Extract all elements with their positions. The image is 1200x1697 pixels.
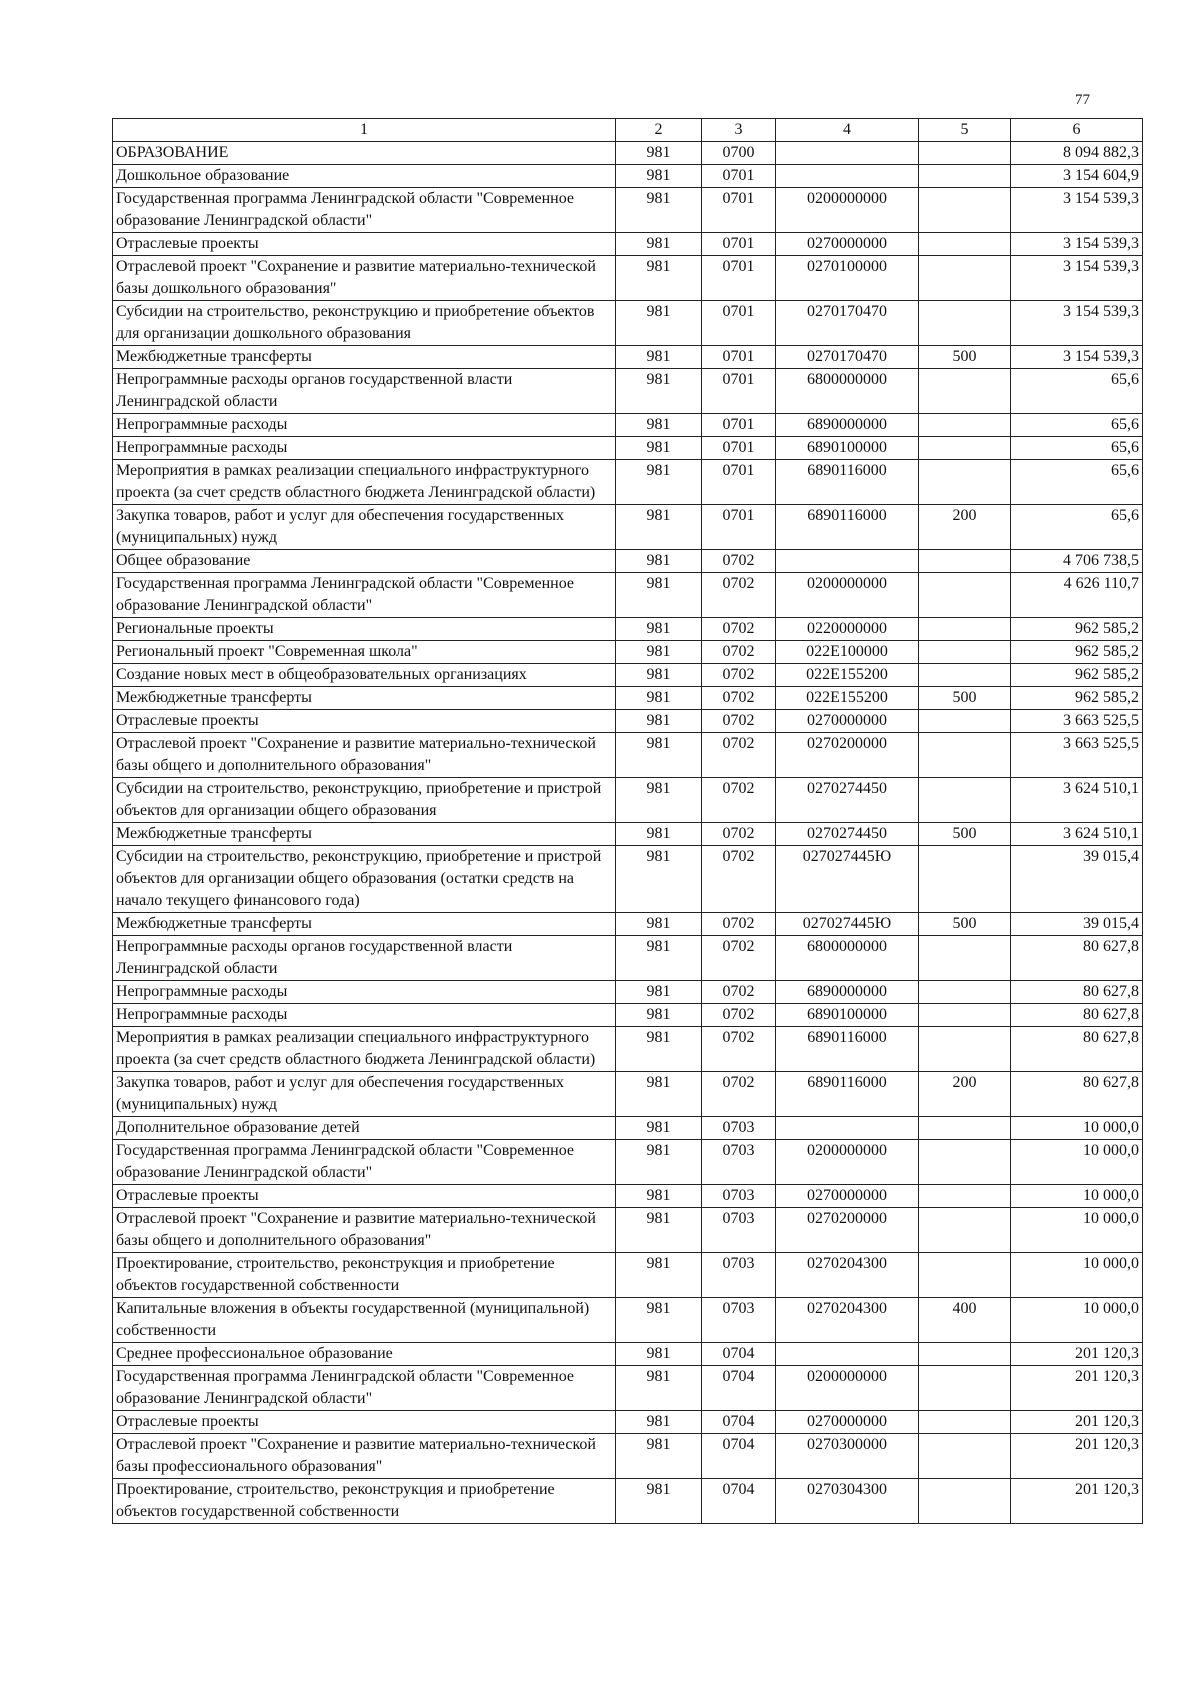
row-amount: 201 120,3 <box>1011 1366 1143 1411</box>
row-amount: 10 000,0 <box>1011 1298 1143 1343</box>
row-name: Проектирование, строительство, реконструкция и приобретение объектов государственной собственности <box>113 1253 616 1298</box>
row-name: Непрограммные расходы <box>113 1004 616 1027</box>
row-amount: 80 627,8 <box>1011 1072 1143 1117</box>
row-amount: 3 154 539,3 <box>1011 301 1143 346</box>
table-row <box>113 142 1143 165</box>
row-grbs-code: 981 <box>616 733 702 778</box>
row-amount: 3 154 604,9 <box>1011 165 1143 188</box>
table-row <box>113 687 1143 710</box>
row-expense-type: 200 <box>919 505 1011 550</box>
row-amount: 4 626 110,7 <box>1011 573 1143 618</box>
row-section-code: 0701 <box>702 188 776 233</box>
row-amount: 8 094 882,3 <box>1011 142 1143 165</box>
row-name: Дошкольное образование <box>113 165 616 188</box>
table-row <box>113 846 1143 913</box>
table-row <box>113 1117 1143 1140</box>
table-row <box>113 641 1143 664</box>
table-row <box>113 505 1143 550</box>
table-row <box>113 664 1143 687</box>
row-section-code: 0702 <box>702 936 776 981</box>
column-header-amount: 6 <box>1011 119 1143 142</box>
page-number: 77 <box>1075 92 1090 108</box>
row-amount: 80 627,8 <box>1011 981 1143 1004</box>
row-expense-type <box>919 369 1011 414</box>
row-section-code: 0701 <box>702 165 776 188</box>
row-grbs-code: 981 <box>616 664 702 687</box>
row-section-code: 0701 <box>702 301 776 346</box>
row-section-code: 0701 <box>702 369 776 414</box>
row-section-code: 0702 <box>702 823 776 846</box>
column-header-grbs: 2 <box>616 119 702 142</box>
row-target-code: 022E100000 <box>776 641 919 664</box>
row-expense-type <box>919 1253 1011 1298</box>
row-amount: 65,6 <box>1011 369 1143 414</box>
row-expense-type <box>919 618 1011 641</box>
row-grbs-code: 981 <box>616 1343 702 1366</box>
row-name: Региональный проект "Современная школа" <box>113 641 616 664</box>
row-grbs-code: 981 <box>616 1411 702 1434</box>
row-amount: 10 000,0 <box>1011 1253 1143 1298</box>
row-grbs-code: 981 <box>616 981 702 1004</box>
row-amount: 80 627,8 <box>1011 1004 1143 1027</box>
row-section-code: 0704 <box>702 1479 776 1524</box>
row-grbs-code: 981 <box>616 346 702 369</box>
table-row <box>113 414 1143 437</box>
row-grbs-code: 981 <box>616 505 702 550</box>
row-target-code: 0270274450 <box>776 823 919 846</box>
row-target-code: 6890116000 <box>776 1072 919 1117</box>
row-name: Субсидии на строительство, реконструкцию, приобретение и пристрой объектов для организации общего образования <box>113 778 616 823</box>
row-grbs-code: 981 <box>616 618 702 641</box>
row-expense-type <box>919 641 1011 664</box>
row-expense-type <box>919 1140 1011 1185</box>
row-amount: 201 120,3 <box>1011 1411 1143 1434</box>
row-grbs-code: 981 <box>616 256 702 301</box>
row-name: Непрограммные расходы органов государственной власти Ленинградской области <box>113 369 616 414</box>
row-expense-type: 200 <box>919 1072 1011 1117</box>
row-grbs-code: 981 <box>616 142 702 165</box>
row-section-code: 0701 <box>702 437 776 460</box>
row-grbs-code: 981 <box>616 778 702 823</box>
row-target-code: 0200000000 <box>776 573 919 618</box>
row-expense-type <box>919 1004 1011 1027</box>
row-expense-type <box>919 1411 1011 1434</box>
column-header-section: 3 <box>702 119 776 142</box>
row-name: Государственная программа Ленинградской области "Современное образование Ленинградской области" <box>113 1140 616 1185</box>
row-amount: 65,6 <box>1011 505 1143 550</box>
row-name: Закупка товаров, работ и услуг для обеспечения государственных (муниципальных) нужд <box>113 1072 616 1117</box>
row-expense-type <box>919 142 1011 165</box>
row-expense-type <box>919 664 1011 687</box>
row-amount: 65,6 <box>1011 437 1143 460</box>
row-target-code: 6800000000 <box>776 936 919 981</box>
row-section-code: 0704 <box>702 1434 776 1479</box>
row-target-code: 0270000000 <box>776 233 919 256</box>
row-grbs-code: 981 <box>616 1434 702 1479</box>
row-target-code <box>776 1117 919 1140</box>
table-row <box>113 1027 1143 1072</box>
table-row <box>113 981 1143 1004</box>
row-target-code: 6890100000 <box>776 1004 919 1027</box>
row-amount: 201 120,3 <box>1011 1434 1143 1479</box>
row-name: Создание новых мест в общеобразовательных организациях <box>113 664 616 687</box>
table-row <box>113 1208 1143 1253</box>
row-name: Среднее профессиональное образование <box>113 1343 616 1366</box>
table-row <box>113 1366 1143 1411</box>
table-row <box>113 437 1143 460</box>
row-grbs-code: 981 <box>616 687 702 710</box>
row-target-code: 022E155200 <box>776 664 919 687</box>
row-target-code: 0220000000 <box>776 618 919 641</box>
row-target-code: 0270200000 <box>776 733 919 778</box>
row-name: Непрограммные расходы <box>113 981 616 1004</box>
row-expense-type: 400 <box>919 1298 1011 1343</box>
row-target-code: 0270100000 <box>776 256 919 301</box>
row-amount: 3 663 525,5 <box>1011 733 1143 778</box>
row-expense-type <box>919 460 1011 505</box>
row-expense-type <box>919 778 1011 823</box>
row-name: Отраслевой проект "Сохранение и развитие материально-технической базы дошкольного образования" <box>113 256 616 301</box>
row-section-code: 0700 <box>702 142 776 165</box>
table-row <box>113 913 1143 936</box>
row-name: Межбюджетные трансферты <box>113 913 616 936</box>
row-name: Государственная программа Ленинградской области "Современное образование Ленинградской области" <box>113 573 616 618</box>
table-row <box>113 710 1143 733</box>
table-row <box>113 369 1143 414</box>
row-grbs-code: 981 <box>616 823 702 846</box>
row-section-code: 0702 <box>702 1027 776 1072</box>
row-expense-type <box>919 981 1011 1004</box>
row-expense-type: 500 <box>919 913 1011 936</box>
row-amount: 3 624 510,1 <box>1011 823 1143 846</box>
row-name: Межбюджетные трансферты <box>113 823 616 846</box>
row-name: Непрограммные расходы <box>113 437 616 460</box>
table-row <box>113 936 1143 981</box>
row-grbs-code: 981 <box>616 1004 702 1027</box>
table-row <box>113 1072 1143 1117</box>
row-amount: 10 000,0 <box>1011 1208 1143 1253</box>
row-target-code: 0270170470 <box>776 301 919 346</box>
row-target-code: 0270274450 <box>776 778 919 823</box>
row-amount: 962 585,2 <box>1011 618 1143 641</box>
table-row <box>113 573 1143 618</box>
row-section-code: 0704 <box>702 1411 776 1434</box>
row-amount: 3 154 539,3 <box>1011 188 1143 233</box>
table-row <box>113 778 1143 823</box>
row-grbs-code: 981 <box>616 936 702 981</box>
row-grbs-code: 981 <box>616 1479 702 1524</box>
table-row <box>113 165 1143 188</box>
row-grbs-code: 981 <box>616 710 702 733</box>
row-grbs-code: 981 <box>616 1253 702 1298</box>
row-target-code <box>776 165 919 188</box>
row-target-code: 6890116000 <box>776 460 919 505</box>
row-target-code: 6890116000 <box>776 505 919 550</box>
row-expense-type <box>919 550 1011 573</box>
row-section-code: 0704 <box>702 1343 776 1366</box>
row-grbs-code: 981 <box>616 369 702 414</box>
table-row <box>113 1185 1143 1208</box>
row-target-code: 6890000000 <box>776 414 919 437</box>
row-target-code: 0270300000 <box>776 1434 919 1479</box>
row-section-code: 0703 <box>702 1185 776 1208</box>
table-body <box>113 142 1143 1524</box>
table-row <box>113 460 1143 505</box>
row-expense-type: 500 <box>919 823 1011 846</box>
row-target-code: 0270000000 <box>776 1185 919 1208</box>
row-target-code <box>776 142 919 165</box>
row-section-code: 0703 <box>702 1253 776 1298</box>
row-grbs-code: 981 <box>616 1298 702 1343</box>
column-header-name: 1 <box>113 119 616 142</box>
row-name: Отраслевой проект "Сохранение и развитие материально-технической базы общего и дополнительного образования" <box>113 1208 616 1253</box>
row-grbs-code: 981 <box>616 641 702 664</box>
row-amount: 65,6 <box>1011 414 1143 437</box>
table-row <box>113 233 1143 256</box>
row-expense-type: 500 <box>919 687 1011 710</box>
row-name: Мероприятия в рамках реализации специального инфраструктурного проекта (за счет средств областного бюджета Ленинградской области) <box>113 1027 616 1072</box>
row-target-code: 0200000000 <box>776 188 919 233</box>
row-target-code: 6890000000 <box>776 981 919 1004</box>
row-expense-type <box>919 301 1011 346</box>
row-amount: 80 627,8 <box>1011 936 1143 981</box>
row-section-code: 0701 <box>702 505 776 550</box>
row-amount: 10 000,0 <box>1011 1117 1143 1140</box>
row-name: Субсидии на строительство, реконструкцию, приобретение и пристрой объектов для организации общего образования (остатки средств на начало текущего финансового года) <box>113 846 616 913</box>
row-amount: 80 627,8 <box>1011 1027 1143 1072</box>
table-row <box>113 823 1143 846</box>
row-target-code: 0270000000 <box>776 710 919 733</box>
row-section-code: 0702 <box>702 778 776 823</box>
row-expense-type <box>919 256 1011 301</box>
row-name: Региональные проекты <box>113 618 616 641</box>
row-amount: 65,6 <box>1011 460 1143 505</box>
row-amount: 3 624 510,1 <box>1011 778 1143 823</box>
row-name: Закупка товаров, работ и услуг для обеспечения государственных (муниципальных) нужд <box>113 505 616 550</box>
row-section-code: 0701 <box>702 460 776 505</box>
budget-table <box>112 118 1143 1524</box>
row-section-code: 0704 <box>702 1366 776 1411</box>
row-grbs-code: 981 <box>616 1117 702 1140</box>
row-target-code: 0200000000 <box>776 1366 919 1411</box>
row-name: Отраслевой проект "Сохранение и развитие материально-технической базы общего и дополнительного образования" <box>113 733 616 778</box>
row-name: Отраслевые проекты <box>113 1185 616 1208</box>
header-row <box>113 119 1143 142</box>
row-target-code <box>776 550 919 573</box>
row-expense-type <box>919 1366 1011 1411</box>
row-expense-type <box>919 1434 1011 1479</box>
row-amount: 3 663 525,5 <box>1011 710 1143 733</box>
table-row <box>113 1298 1143 1343</box>
row-expense-type <box>919 233 1011 256</box>
table-row <box>113 1411 1143 1434</box>
row-section-code: 0703 <box>702 1208 776 1253</box>
row-name: Непрограммные расходы <box>113 414 616 437</box>
row-section-code: 0702 <box>702 1004 776 1027</box>
row-amount: 4 706 738,5 <box>1011 550 1143 573</box>
row-section-code: 0702 <box>702 641 776 664</box>
row-section-code: 0702 <box>702 1072 776 1117</box>
row-grbs-code: 981 <box>616 550 702 573</box>
row-target-code: 0270304300 <box>776 1479 919 1524</box>
row-expense-type <box>919 414 1011 437</box>
row-section-code: 0702 <box>702 687 776 710</box>
row-grbs-code: 981 <box>616 1366 702 1411</box>
table-row <box>113 188 1143 233</box>
row-section-code: 0702 <box>702 710 776 733</box>
row-target-code: 6890116000 <box>776 1027 919 1072</box>
row-name: Мероприятия в рамках реализации специального инфраструктурного проекта (за счет средств областного бюджета Ленинградской области) <box>113 460 616 505</box>
row-section-code: 0703 <box>702 1117 776 1140</box>
row-amount: 10 000,0 <box>1011 1185 1143 1208</box>
row-name: Государственная программа Ленинградской области "Современное образование Ленинградской области" <box>113 188 616 233</box>
row-amount: 962 585,2 <box>1011 664 1143 687</box>
row-expense-type <box>919 437 1011 460</box>
row-name: Отраслевые проекты <box>113 233 616 256</box>
row-expense-type <box>919 846 1011 913</box>
table-row <box>113 550 1143 573</box>
row-grbs-code: 981 <box>616 1208 702 1253</box>
row-section-code: 0702 <box>702 846 776 913</box>
row-target-code: 6800000000 <box>776 369 919 414</box>
row-amount: 201 120,3 <box>1011 1479 1143 1524</box>
row-amount: 3 154 539,3 <box>1011 256 1143 301</box>
row-grbs-code: 981 <box>616 460 702 505</box>
row-amount: 3 154 539,3 <box>1011 346 1143 369</box>
row-name: Межбюджетные трансферты <box>113 687 616 710</box>
table-row <box>113 346 1143 369</box>
row-expense-type: 500 <box>919 346 1011 369</box>
row-section-code: 0702 <box>702 733 776 778</box>
row-grbs-code: 981 <box>616 437 702 460</box>
row-grbs-code: 981 <box>616 1140 702 1185</box>
row-section-code: 0703 <box>702 1298 776 1343</box>
table-row <box>113 1479 1143 1524</box>
row-expense-type <box>919 710 1011 733</box>
table-row <box>113 1253 1143 1298</box>
row-expense-type <box>919 573 1011 618</box>
row-amount: 962 585,2 <box>1011 687 1143 710</box>
table-row <box>113 301 1143 346</box>
row-target-code: 0270170470 <box>776 346 919 369</box>
row-name: Общее образование <box>113 550 616 573</box>
row-name: Непрограммные расходы органов государственной власти Ленинградской области <box>113 936 616 981</box>
row-name: Капитальные вложения в объекты государственной (муниципальной) собственности <box>113 1298 616 1343</box>
row-grbs-code: 981 <box>616 165 702 188</box>
row-grbs-code: 981 <box>616 188 702 233</box>
row-amount: 39 015,4 <box>1011 913 1143 936</box>
row-section-code: 0702 <box>702 550 776 573</box>
row-name: Субсидии на строительство, реконструкцию и приобретение объектов для организации дошкольного образования <box>113 301 616 346</box>
row-section-code: 0701 <box>702 256 776 301</box>
row-target-code <box>776 1343 919 1366</box>
row-name: Отраслевые проекты <box>113 1411 616 1434</box>
row-name: Отраслевой проект "Сохранение и развитие материально-технической базы профессионального образования" <box>113 1434 616 1479</box>
row-expense-type <box>919 188 1011 233</box>
row-name: Дополнительное образование детей <box>113 1117 616 1140</box>
row-section-code: 0702 <box>702 981 776 1004</box>
row-grbs-code: 981 <box>616 1027 702 1072</box>
row-grbs-code: 981 <box>616 913 702 936</box>
table-row <box>113 618 1143 641</box>
row-target-code: 6890100000 <box>776 437 919 460</box>
table-row <box>113 733 1143 778</box>
column-header-vr: 5 <box>919 119 1011 142</box>
row-section-code: 0701 <box>702 414 776 437</box>
row-name: Проектирование, строительство, реконструкция и приобретение объектов государственной собственности <box>113 1479 616 1524</box>
row-section-code: 0702 <box>702 664 776 687</box>
row-amount: 3 154 539,3 <box>1011 233 1143 256</box>
row-expense-type <box>919 936 1011 981</box>
row-target-code: 027027445Ю <box>776 913 919 936</box>
row-section-code: 0703 <box>702 1140 776 1185</box>
row-section-code: 0701 <box>702 233 776 256</box>
row-grbs-code: 981 <box>616 1185 702 1208</box>
column-header-target: 4 <box>776 119 919 142</box>
row-grbs-code: 981 <box>616 301 702 346</box>
row-grbs-code: 981 <box>616 573 702 618</box>
row-name: Государственная программа Ленинградской области "Современное образование Ленинградской области" <box>113 1366 616 1411</box>
row-target-code: 0200000000 <box>776 1140 919 1185</box>
row-name: Отраслевые проекты <box>113 710 616 733</box>
row-name: Межбюджетные трансферты <box>113 346 616 369</box>
row-section-code: 0701 <box>702 346 776 369</box>
row-grbs-code: 981 <box>616 233 702 256</box>
row-section-code: 0702 <box>702 913 776 936</box>
row-target-code: 0270200000 <box>776 1208 919 1253</box>
row-expense-type <box>919 1479 1011 1524</box>
row-expense-type <box>919 1185 1011 1208</box>
row-expense-type <box>919 733 1011 778</box>
row-amount: 201 120,3 <box>1011 1343 1143 1366</box>
row-amount: 10 000,0 <box>1011 1140 1143 1185</box>
row-target-code: 0270204300 <box>776 1298 919 1343</box>
row-expense-type <box>919 165 1011 188</box>
row-amount: 962 585,2 <box>1011 641 1143 664</box>
table-row <box>113 1343 1143 1366</box>
row-section-code: 0702 <box>702 573 776 618</box>
row-target-code: 0270000000 <box>776 1411 919 1434</box>
row-grbs-code: 981 <box>616 414 702 437</box>
row-target-code: 027027445Ю <box>776 846 919 913</box>
row-expense-type <box>919 1027 1011 1072</box>
row-section-code: 0702 <box>702 618 776 641</box>
row-target-code: 022E155200 <box>776 687 919 710</box>
row-name: ОБРАЗОВАНИЕ <box>113 142 616 165</box>
row-expense-type <box>919 1117 1011 1140</box>
row-expense-type <box>919 1208 1011 1253</box>
table-row <box>113 1004 1143 1027</box>
row-grbs-code: 981 <box>616 846 702 913</box>
table-row <box>113 1140 1143 1185</box>
table-row <box>113 1434 1143 1479</box>
row-amount: 39 015,4 <box>1011 846 1143 913</box>
row-target-code: 0270204300 <box>776 1253 919 1298</box>
table-row <box>113 256 1143 301</box>
row-grbs-code: 981 <box>616 1072 702 1117</box>
row-expense-type <box>919 1343 1011 1366</box>
